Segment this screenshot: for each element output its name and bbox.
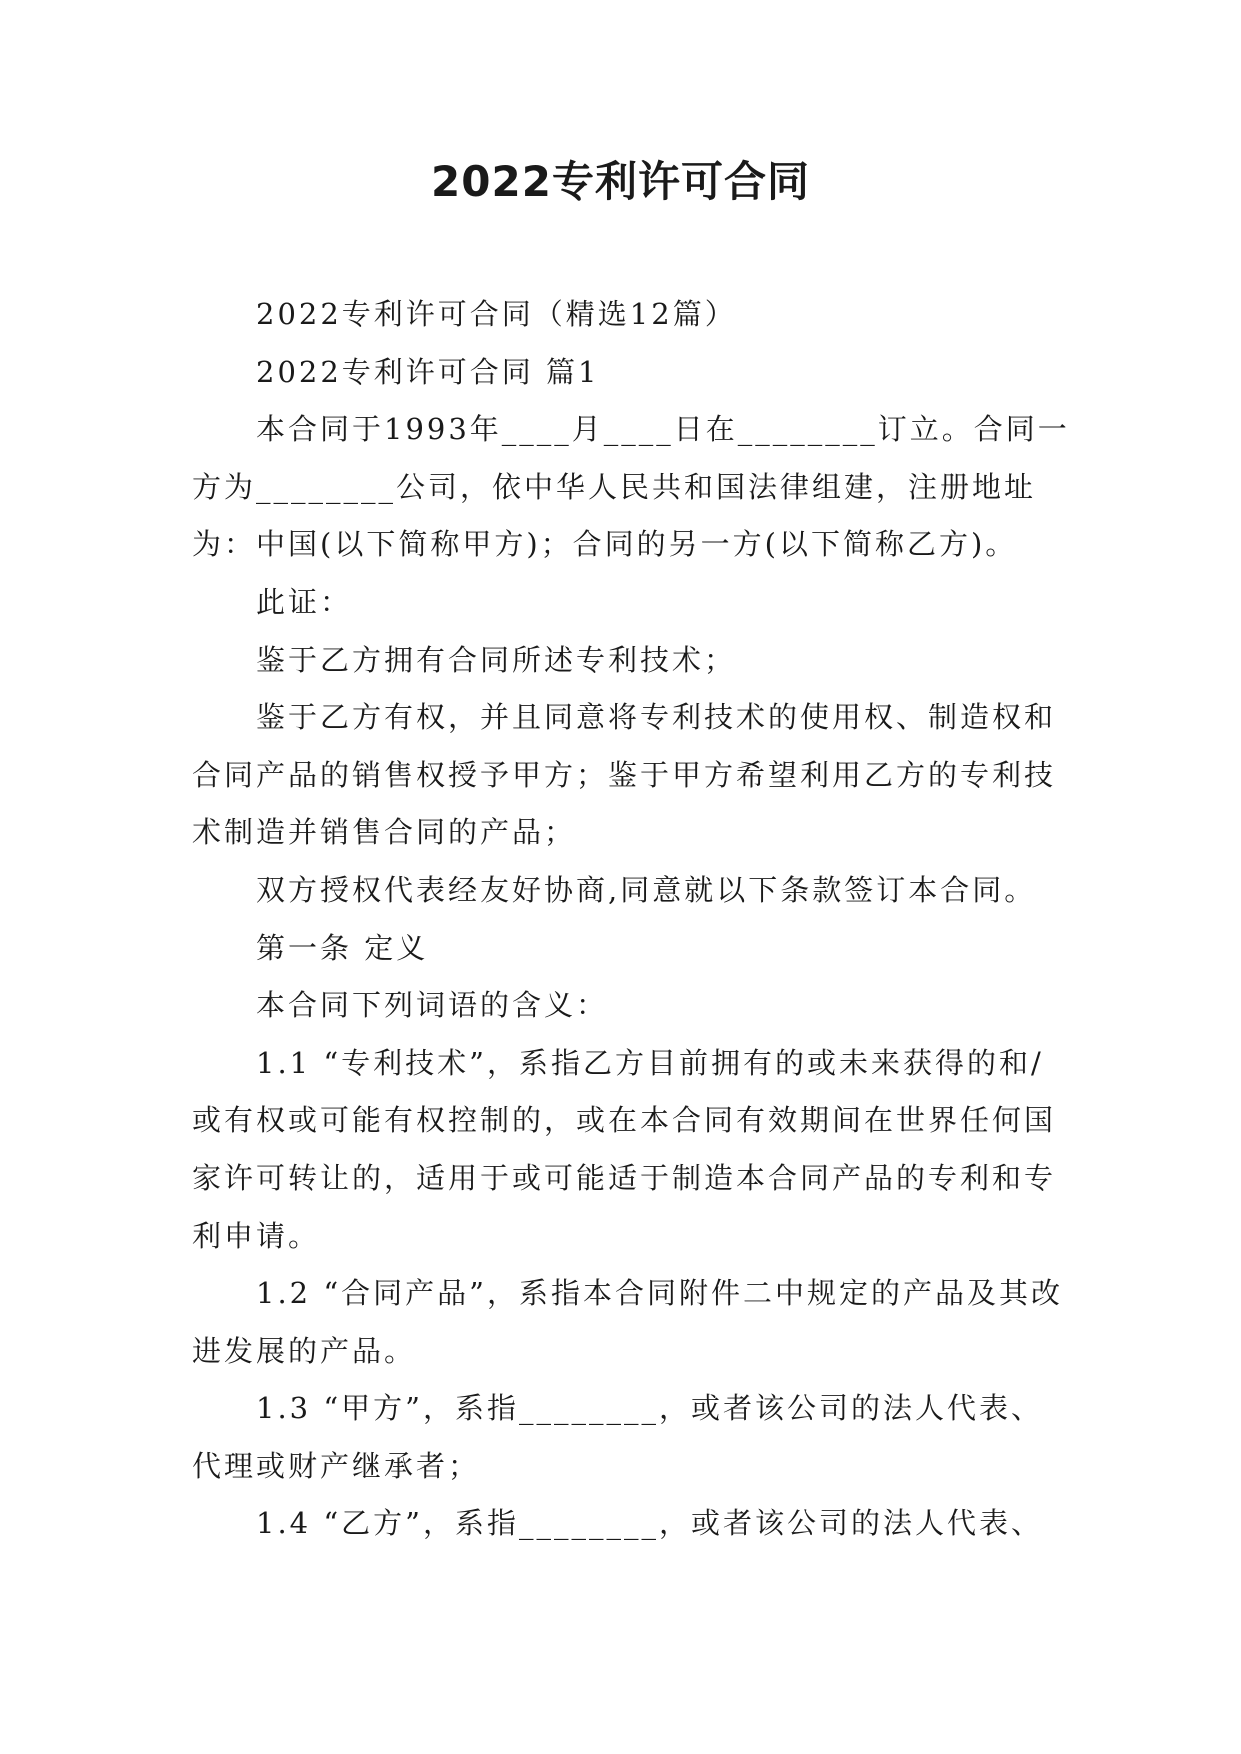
paragraph-witnesseth: 此证： bbox=[256, 584, 353, 619]
paragraph-subtitle: 2022专利许可合同（精选12篇） bbox=[256, 297, 737, 331]
paragraph-clause-1-3: 1.3 “甲方”，系指________，或者该公司的法人代表、代理或财产继承者； bbox=[192, 1391, 1043, 1483]
paragraph-whereas-1: 鉴于乙方拥有合同所述专利技术； bbox=[256, 642, 737, 677]
paragraph-clause-1-2: 1.2 “合同产品”，系指本合同附件二中规定的产品及其改进发展的产品。 bbox=[192, 1276, 1063, 1368]
paragraph-clause-1-1: 1.1 “专利技术”，系指乙方目前拥有的或未来获得的和/或有权或可能有权控制的，或在本合同有效期间在世界任何国家许可转让的，适用于或可能适于制造本合同产品的专利和专利申请。 bbox=[192, 1045, 1057, 1253]
paragraph-whereas-2: 鉴于乙方有权，并且同意将专利技术的使用权、制造权和合同产品的销售权授予甲方；鉴于甲方希望利用乙方的专利技术制造并销售合同的产品； bbox=[192, 700, 1057, 850]
paragraph-agreement: 双方授权代表经友好协商,同意就以下条款签订本合同。 bbox=[256, 872, 1037, 907]
paragraph-clause-1-4: 1.4 “乙方”，系指________，或者该公司的法人代表、 bbox=[256, 1506, 1043, 1541]
document-title: 2022专利许可合同 bbox=[431, 157, 810, 206]
document-body bbox=[192, 286, 1072, 1553]
paragraph-section-heading: 2022专利许可合同 篇1 bbox=[256, 354, 600, 389]
paragraph-definitions-intro: 本合同下列词语的含义： bbox=[256, 988, 609, 1023]
paragraph-preamble: 本合同于1993年____月____日在________订立。合同一方为________公司，依中华人民共和国法律组建，注册地址为：中国(以下简称甲方)；合同的另一方(以下简称乙方)。 bbox=[192, 412, 1070, 562]
paragraph-article-1-heading: 第一条 定义 bbox=[256, 930, 429, 965]
